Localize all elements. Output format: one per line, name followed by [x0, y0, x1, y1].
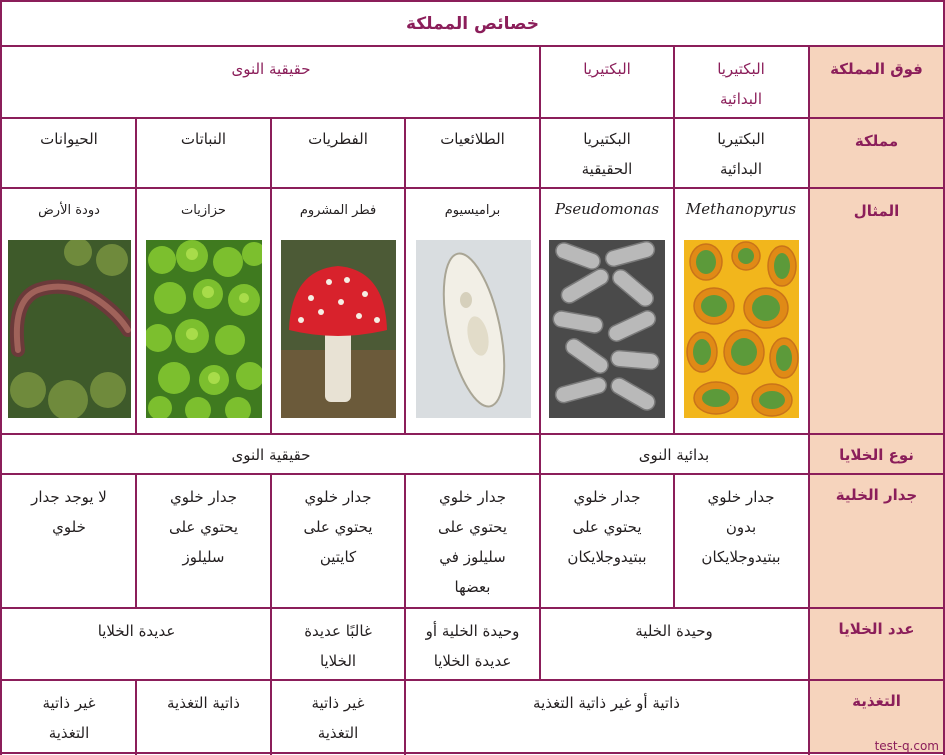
- border-left: [0, 0, 2, 755]
- col-sep: [673, 474, 675, 608]
- cell-type-eukaryote: حقيقية النوى: [231, 446, 311, 464]
- row-sep: [0, 473, 945, 475]
- nutrition-first-four: ذاتية أو غير ذاتية التغذية: [533, 694, 680, 712]
- row-sep: [0, 607, 945, 609]
- pseudomonas-image: [549, 240, 665, 418]
- cell-wall-plants: جدار خلوي يحتوي على سليلوز: [168, 488, 239, 566]
- col-sep: [270, 118, 272, 434]
- cell-count-plants-animals: عديدة الخلايا: [97, 622, 176, 640]
- domain-eukarya: حقيقية النوى: [231, 60, 311, 78]
- moss-image: [146, 240, 262, 418]
- border-top: [0, 0, 945, 2]
- mushroom-image: [281, 240, 396, 418]
- cell-wall-animals: لا يوجد جدار خلوي: [31, 488, 107, 536]
- col-sep: [404, 118, 406, 434]
- domain-bacteria: البكتيريا: [583, 60, 631, 78]
- col-sep: [135, 118, 137, 434]
- example-label-animals: دودة الأرض: [38, 203, 100, 218]
- earthworm-image: [8, 240, 131, 418]
- kingdom-bacteria: البكتيريا الحقيقية: [581, 130, 633, 178]
- nutrition-plants: ذاتية التغذية: [167, 694, 240, 712]
- header-kingdom: مملكة: [810, 118, 943, 188]
- domain-archaea: البكتيريا البدائية: [717, 60, 765, 108]
- nutrition-fungi: غير ذاتية التغذية: [311, 694, 365, 742]
- cell-count-protists: وحيدة الخلية أو عديدة الخلايا: [425, 622, 520, 670]
- border-bottom: [0, 752, 945, 754]
- methanopyrus-image: [684, 240, 799, 418]
- cell-count-prokaryotes: وحيدة الخلية: [635, 622, 713, 640]
- cell-count-fungi: غالبًا عديدة الخلايا: [304, 622, 372, 670]
- header-cell-count: عدد الخلايا: [810, 608, 943, 680]
- col-sep: [539, 46, 541, 680]
- kingdom-protists: الطلائعيات: [440, 130, 505, 148]
- row-sep: [0, 117, 945, 119]
- row-sep: [0, 187, 945, 189]
- kingdom-archaea: البكتيريا البدائية: [717, 130, 765, 178]
- col-sep: [673, 46, 675, 434]
- watermark: test-q.com: [874, 739, 939, 753]
- cell-wall-protists: جدار خلوي يحتوي على سليلوز في بعضها: [437, 488, 508, 596]
- row-sep: [0, 679, 945, 681]
- kingdom-animals: الحيوانات: [40, 130, 98, 148]
- paramecium-image: [416, 240, 531, 418]
- header-cell-type: نوع الخلايا: [810, 434, 943, 474]
- header-example: المثال: [810, 188, 943, 434]
- header-cell-wall: جدار الخلية: [810, 474, 943, 608]
- col-sep: [135, 680, 137, 755]
- header-domain: فوق المملكة: [810, 46, 943, 118]
- row-sep: [0, 433, 945, 435]
- cell-wall-bacteria: جدار خلوي يحتوي على ببتيدوجلايكان: [567, 488, 647, 566]
- col-sep: [135, 474, 137, 608]
- example-label-plants: حزازيات: [181, 203, 226, 218]
- col-sep: [404, 474, 406, 755]
- example-label-archaea: Methanopyrus: [685, 200, 797, 218]
- nutrition-animals: غير ذاتية التغذية: [42, 694, 96, 742]
- col-sep: [270, 680, 272, 755]
- cell-wall-fungi: جدار خلوي يحتوي على كايتين: [303, 488, 373, 566]
- cell-wall-archaea: جدار خلوي بدون ببتيدوجلايكان: [701, 488, 781, 566]
- cell-type-prokaryote: بدائية النوى: [638, 446, 710, 464]
- kingdom-plants: النباتات: [180, 130, 227, 148]
- table-title: خصائص المملكة: [405, 14, 540, 34]
- example-label-fungi: فطر المشروم: [299, 203, 377, 218]
- row-sep: [0, 45, 945, 47]
- kingdom-fungi: الفطريات: [308, 130, 368, 148]
- col-sep-header: [808, 46, 810, 755]
- header-nutrition: التغذية: [810, 680, 943, 753]
- col-sep: [270, 474, 272, 680]
- example-label-protists: براميسيوم: [444, 203, 501, 218]
- example-label-bacteria: Pseudomonas: [554, 200, 660, 218]
